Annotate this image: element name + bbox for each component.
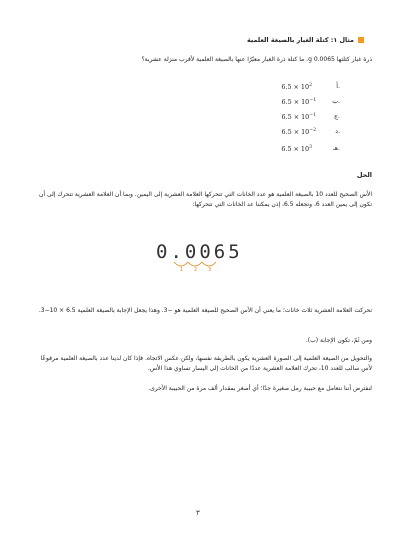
option-d <box>190 128 340 138</box>
example-title: مثال ١: كتلة الغبار بالصيغة العلمية <box>247 36 354 44</box>
option-value: $6.5 \times 10^2$ <box>281 83 312 91</box>
solution-paragraph-1: الأس الصحيح للعدد 10 بالصيغة العلمية هو عدد الخانات التي تتحركها العلامة العشرية إلى اليمين. وبما أن العلامة العشرية تتحرك إلى أن تكون إلى يمين العدد 6، وتجعله 6.5، إذن يمكننا عد الخانات التي تتحركها: <box>39 191 372 208</box>
option-value: $6.5 \times 10^{-1}$ <box>281 113 316 121</box>
option-e <box>190 145 340 155</box>
option-letter: أ. <box>336 83 340 90</box>
option-a <box>190 83 340 93</box>
shift-count-label: 2 <box>194 267 198 273</box>
solution-title: الحل <box>356 171 372 179</box>
option-value: $6.5 \times 10^{-2}$ <box>281 128 316 136</box>
option-value: $6.5 \times 10^{-1}$ <box>281 98 316 106</box>
solution-paragraph-4: والتحويل من الصيغة العلمية إلى الصورة العشرية يكون بالطريقة نفسها، ولكن عكس الاتجاه. فإذا كان لدينا عدد بالصيغة العلمية مرفوعًا لأس سالب للعدد 10، تحرك العلامة العشرية عددًا من الخانات إلى اليسار تساوي هذا الأس. <box>40 355 372 372</box>
option-letter: ج. <box>334 113 340 120</box>
option-c <box>190 113 340 123</box>
option-letter: د. <box>335 128 340 135</box>
shift-count-label: 1 <box>180 267 184 273</box>
example-heading <box>34 36 364 44</box>
solution-paragraph-2: تحركت العلامة العشرية ثلاث خانات؛ ما يعني أن الأس الصحيح للصيغة العلمية هو −3. وهذا يجعل الإجابة بالصيغة العلمية 6.5 × 10−3. <box>38 307 372 314</box>
option-letter: ب. <box>332 98 340 105</box>
heading-marker-square <box>358 37 364 43</box>
question-text: ذرة غبار كتلتها 0.0065 g. ما كتلة ذرة الغبار معبّرًا عنها بالصيغة العلمية لأقرب منزلة عشرية؟ <box>141 56 372 63</box>
option-letter: هـ. <box>332 145 340 152</box>
solution-paragraph-3: ومن ثَمّ، تكون الإجابة (ب). <box>305 337 372 344</box>
shift-arc-3 <box>202 262 216 266</box>
shift-arc-2 <box>188 262 202 266</box>
shift-arc-1 <box>174 262 188 266</box>
decimal-shift-arcs <box>172 257 242 279</box>
page-number: ٣ <box>196 509 200 517</box>
solution-paragraph-5: لنفترض أننا نتعامل مع حبيبة رمل صغيرة جدًا؛ أي أصغر بمقدار ألف مرة من الحبيبة الأخرى. <box>148 385 372 392</box>
option-b <box>190 98 340 108</box>
decimal-number: 0.0065 <box>156 241 243 263</box>
option-value: $6.5 \times 10^3$ <box>281 145 312 153</box>
shift-count-label: 3 <box>208 267 212 273</box>
